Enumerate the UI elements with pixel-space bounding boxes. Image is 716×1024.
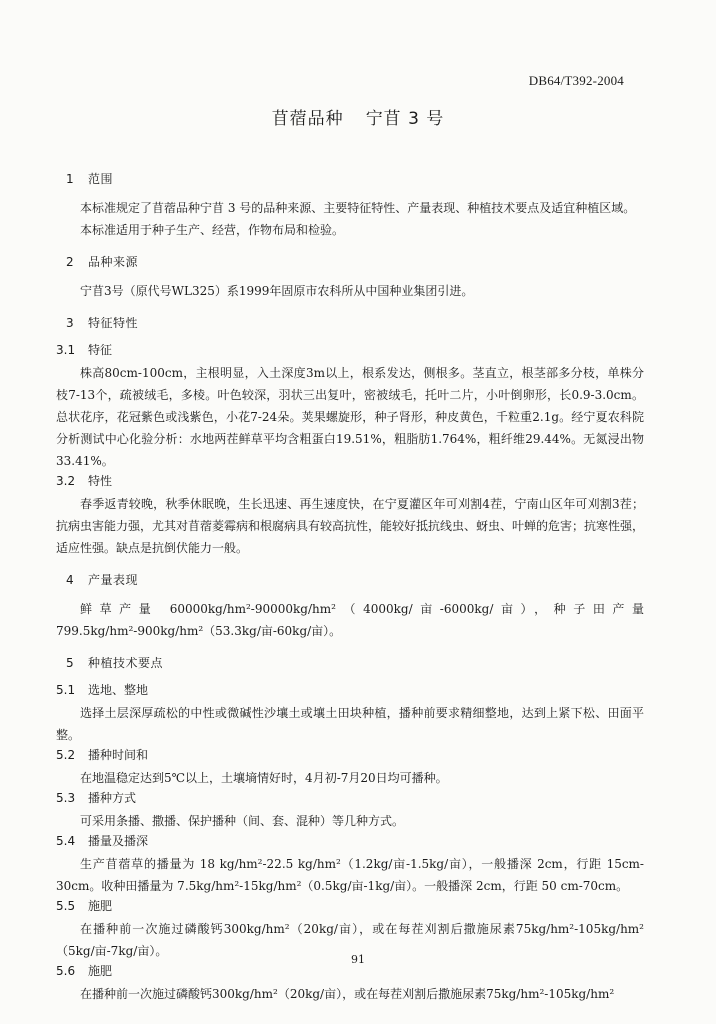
document-code: DB64/T392-2004 — [528, 73, 624, 88]
section-number: 4 — [66, 573, 75, 587]
document-title — [0, 104, 716, 129]
section-title: 范围 — [88, 172, 114, 186]
subsection-title: 特征 — [88, 343, 113, 357]
subsection-5-3-paragraph: 可采用条播、撒播、保护播种（间、套、混种）等几种方式。 — [80, 814, 405, 828]
section-2-paragraph-1: 宁苜3号（原代号WL325）系1999年固原市农科所从中国种业集团引进。 — [80, 284, 474, 298]
subsection-title: 播量及播深 — [88, 834, 149, 848]
section-title: 产量表现 — [88, 573, 139, 587]
subsection-number: 5.5 — [56, 899, 76, 913]
subsection-5-1-paragraph: 选择土层深厚疏松的中性或微碱性沙壤土或壤土田块种植，播种前要求精细整地，达到上紧下松、田面平整。 — [56, 706, 644, 742]
subsection-5-2-heading — [56, 746, 644, 763]
subsection-5-1-heading — [56, 681, 644, 698]
subsection-5-2-paragraph: 在地温稳定达到5℃以上，土壤墒情好时，4月初-7月20日均可播种。 — [80, 771, 448, 785]
subsection-number: 5.6 — [56, 964, 76, 978]
subsection-3-1-heading — [56, 341, 644, 358]
page-number: 91 — [351, 953, 365, 966]
subsection-5-4-heading — [56, 832, 644, 849]
subsection-title: 施肥 — [88, 964, 113, 978]
subsection-5-5-heading — [56, 897, 644, 914]
subsection-number: 5.1 — [56, 683, 76, 697]
section-number: 1 — [66, 172, 75, 186]
subsection-3-2-heading — [56, 472, 644, 489]
section-title: 种植技术要点 — [88, 656, 164, 670]
subsection-title: 播种时间和 — [88, 748, 149, 762]
subsection-title: 特性 — [88, 474, 113, 488]
section-1-paragraph-1: 本标准规定了苜蓿品种宁苜 3 号的品种来源、主要特征特性、产量表现、种植技术要点及适宜种植区域。 — [80, 201, 636, 215]
subsection-title: 选地、整地 — [88, 683, 149, 697]
subsection-number: 3.2 — [56, 474, 76, 488]
section-1-heading — [66, 170, 644, 187]
subsection-number: 5.2 — [56, 748, 76, 762]
section-number: 2 — [66, 255, 75, 269]
subsection-title: 播种方式 — [88, 791, 137, 805]
subsection-5-5-paragraph: 在播种前一次施过磷酸钙300kg/hm²（20kg/亩），或在每茬刈割后撒施尿素75kg/hm²-105kg/hm²（5kg/亩-7kg/亩）。 — [56, 922, 644, 958]
subsection-number: 5.3 — [56, 791, 76, 805]
subsection-number: 3.1 — [56, 343, 76, 357]
title-crop: 苜蓿品种 — [271, 109, 344, 129]
subsection-5-3-heading — [56, 789, 644, 806]
section-4-heading — [66, 571, 644, 588]
subsection-5-4-paragraph: 生产苜蓿草的播量为 18 kg/hm²-22.5 kg/hm²（1.2kg/亩-1.5kg/亩），一般播深 2cm，行距 15cm-30cm。收种田播量为 7.5kg/hm²-15kg/hm²（0.5kg/亩-1kg/亩）。一般播深 2cm，行距 50 cm-70cm。 — [56, 857, 644, 893]
subsection-number: 5.4 — [56, 834, 76, 848]
document-body — [56, 170, 644, 1005]
section-3-heading — [66, 314, 644, 331]
subsection-5-6-paragraph: 在播种前一次施过磷酸钙300kg/hm²（20kg/亩），或在每茬刈割后撒施尿素75kg/hm²-105kg/hm² — [80, 987, 615, 1001]
section-title: 品种来源 — [88, 255, 139, 269]
title-variety: 宁苜 3 号 — [365, 109, 445, 129]
section-5-heading — [66, 654, 644, 671]
subsection-3-2-paragraph: 春季返青较晚，秋季休眠晚，生长迅速、再生速度快，在宁夏灌区年可刈割4茬，宁南山区年可刈割3茬；抗病虫害能力强，尤其对苜蓿菱霉病和根腐病具有较高抗性，能较好抵抗线虫、蚜虫、叶蝉的危害；抗寒性强，适应性强。缺点是抗倒伏能力一般。 — [56, 497, 645, 555]
section-number: 3 — [66, 316, 75, 330]
section-title: 特征特性 — [88, 316, 139, 330]
section-1-paragraph-2: 本标准适用于种子生产、经营，作物布局和检验。 — [80, 223, 345, 237]
subsection-title: 施肥 — [88, 899, 113, 913]
section-4-paragraph-1: 鲜草产量 60000kg/hm²-90000kg/hm²（4000kg/亩-6000kg/亩），种子田产量 799.5kg/hm²-900kg/hm²（53.3kg/亩-60kg/亩）。 — [56, 602, 644, 638]
section-2-heading — [66, 253, 644, 270]
section-number: 5 — [66, 656, 75, 670]
subsection-3-1-paragraph: 株高80cm-100cm，主根明显，入土深度3m以上，根系发达，侧根多。茎直立，根茎部多分枝，单株分枝7-13个，疏被绒毛，多棱。叶色较深，羽状三出复叶，密被绒毛，托叶二片，小叶倒卵形，长0.9-3.0cm。总状花序，花冠紫色或浅紫色，小花7-24朵。荚果螺旋形，种子肾形，种皮黄色，千粒重2.1g。经宁夏农科院分析测试中心化验分析：水地两茬鲜草平均含粗蛋白19.51%，粗脂肪1.764%，粗纤维29.44%。无氮浸出物33.41%。 — [56, 366, 644, 468]
